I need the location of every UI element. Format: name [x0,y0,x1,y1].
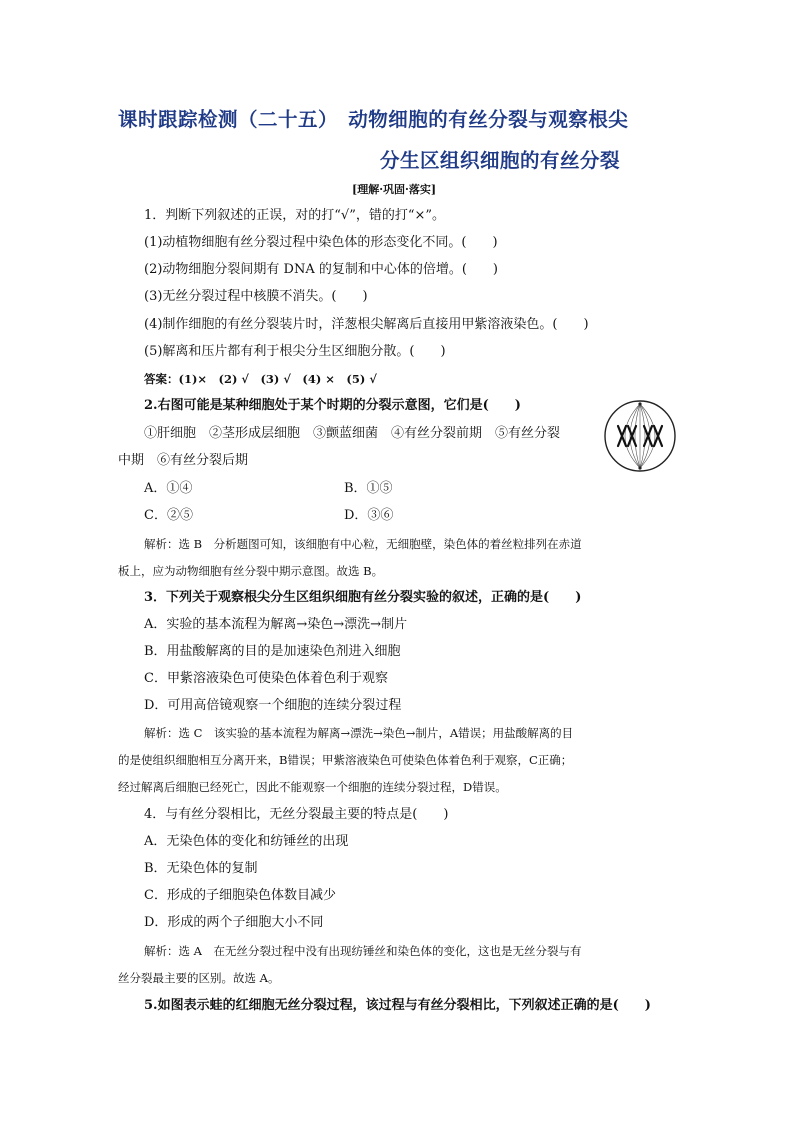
q2-analysis-line2: 板上，应为动物细胞有丝分裂中期示意图。故选 B。 [118,564,384,578]
spindle-fibers [625,404,655,468]
q3-choice-d: D．可用高倍镜观察一个细胞的连续分裂过程 [144,698,402,713]
q4-analysis-line2: 丝分裂最主要的区别。故选 A。 [118,971,280,985]
q4-choice-c: C．形成的子细胞染色体数目减少 [144,888,336,903]
page-title-line1: 课时跟踪检测（二十五） 动物细胞的有丝分裂与观察根尖 [118,108,629,131]
cell-division-diagram [600,396,680,476]
q4-stem: 4．与有丝分裂相比，无丝分裂最主要的特点是( ) [144,807,449,822]
q4-analysis-line1: 解析：选 A 在无丝分裂过程中没有出现纺锤丝和染色体的变化，这也是无丝分裂与有 [144,944,582,958]
q3-analysis-line1: 解析：选 C 该实验的基本流程为解离→漂洗→染色→制片，A错误；用盐酸解离的目 [144,726,574,740]
q4-choice-a: A．无染色体的变化和纺锤丝的出现 [144,834,349,849]
q2-analysis-line1: 解析：选 B 分析题图可知，该细胞有中心粒，无细胞壁，染色体的着丝粒排列在赤道 [144,537,582,551]
q3-stem: 3．下列关于观察根尖分生区组织细胞有丝分裂实验的叙述，正确的是( ) [144,590,582,605]
q1-item-5: (5)解离和压片都有利于根尖分生区细胞分散。( ) [144,344,446,359]
q3-choice-c: C．甲紫溶液染色可使染色体着色利于观察 [144,671,388,686]
q2-choice-a: A．①④ [144,481,193,496]
section-subheading: [理解·巩固·落实] [352,183,437,196]
q5-stem: 5.如图表示蛙的红细胞无丝分裂过程，该过程与有丝分裂相比，下列叙述正确的是( ) [144,998,651,1013]
q1-stem: 1．判断下列叙述的正误，对的打“√”，错的打“×”。 [144,208,446,223]
q2-options-line2: 中期 ⑥有丝分裂后期 [118,453,249,468]
q1-item-1: (1)动植物细胞有丝分裂过程中染色体的形态变化不同。( ) [144,235,498,250]
page-title-line2: 分生区组织细胞的有丝分裂 [380,149,621,172]
q1-item-2: (2)动物细胞分裂间期有 DNA 的复制和中心体的倍增。( ) [144,262,499,277]
q1-item-4: (4)制作细胞的有丝分裂装片时，洋葱根尖解离后直接用甲紫溶液染色。( ) [144,317,589,332]
q3-choice-b: B．用盐酸解离的目的是加速染色剂进入细胞 [144,644,401,659]
q1-item-3: (3)无丝分裂过程中核膜不消失。( ) [144,289,368,304]
q2-options-line1: ①肝细胞 ②茎形成层细胞 ③颤蓝细菌 ④有丝分裂前期 ⑤有丝分裂 [144,426,561,441]
q2-choice-d: D．③⑥ [344,508,394,523]
centriole-bottom [638,466,641,469]
q2-stem: 2.右图可能是某种细胞处于某个时期的分裂示意图，它们是( ) [144,398,521,413]
centriole-top [638,402,641,405]
q2-choice-c: C．②⑤ [144,508,193,523]
q4-choice-b: B．无染色体的复制 [144,861,258,876]
q3-analysis-line3: 经过解离后细胞已经死亡，因此不能观察一个细胞的连续分裂过程，D错误。 [118,780,507,794]
q3-choice-a: A．实验的基本流程为解离→染色→漂洗→制片 [144,617,408,632]
q2-choice-b: B．①⑤ [344,481,393,496]
q1-answer: 答案：(1)× (2) √ (3) √ (4) × (5) √ [144,372,377,386]
q3-analysis-line2: 的是使组织细胞相互分离开来，B错误；甲紫溶液染色可使染色体着色利于观察，C正确； [118,753,573,767]
q4-choice-d: D．形成的两个子细胞大小不同 [144,915,324,930]
